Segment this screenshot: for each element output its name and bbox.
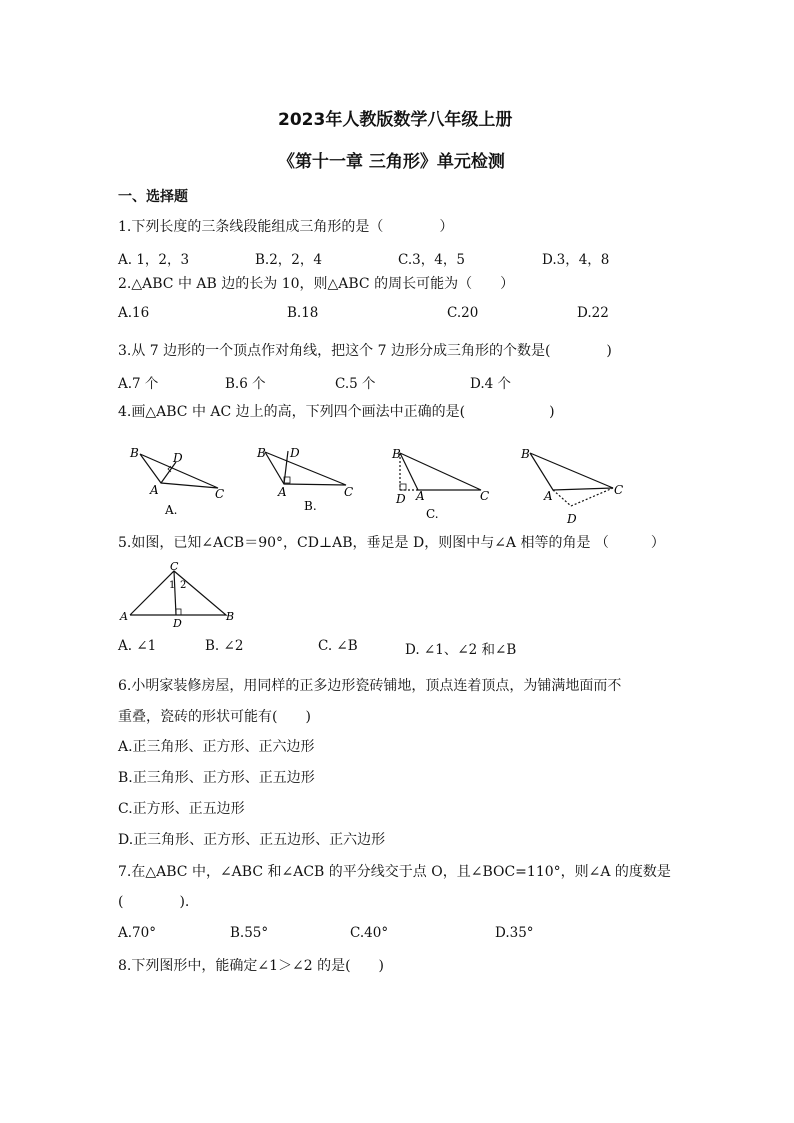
question-7-line-1: 7.在△ABC 中，∠ABC 和∠ACB 的平分线交于点 O，且∠BOC=110°，则∠A 的度数是 <box>118 864 671 880</box>
q4b-label-b: B <box>257 446 266 460</box>
q4-figure-b <box>265 451 346 485</box>
q2-option-c: C.20 <box>447 305 479 321</box>
q4a-label-b: B <box>130 446 139 460</box>
title-line-2: 《第十一章 三角形》单元检测 <box>278 152 505 172</box>
q1-option-a: A. 1，2，3 <box>118 252 190 268</box>
q4a-label-d: D <box>173 451 183 465</box>
question-5: 5.如图，已知∠ACB＝90°，CD⊥AB，垂足是 D，则图中与∠A 相等的角是 （ ） <box>118 535 665 551</box>
q4c-label-a: A <box>416 489 425 503</box>
q4c-label-b: B <box>392 447 401 461</box>
question-3: 3.从 7 边形的一个顶点作对角线，把这个 7 边形分成三角形的个数是( ) <box>118 343 612 359</box>
q4c-label-d: D <box>396 492 406 506</box>
q4c-caption: C. <box>426 507 439 521</box>
q5-label-2: 2 <box>180 580 187 591</box>
q4b-caption: B. <box>304 499 317 513</box>
q4d-label-c: C <box>614 483 624 497</box>
q6-option-a: A.正三角形、正方形、正六边形 <box>118 739 315 755</box>
title-line-1: 2023年人教版数学八年级上册 <box>278 110 513 130</box>
q6-option-d: D.正三角形、正方形、正五边形、正六边形 <box>118 832 386 848</box>
q5-label-a: A <box>120 610 128 623</box>
question-2: 2.△ABC 中 AB 边的长为 10，则△ABC 的周长可能为（ ） <box>118 276 515 292</box>
q5-option-d: D. ∠1、∠2 和∠B <box>405 642 517 658</box>
q5-label-1: 1 <box>169 580 176 591</box>
q2-option-a: A.16 <box>118 305 150 321</box>
question-8: 8.下列图形中，能确定∠1＞∠2 的是( ) <box>118 958 385 974</box>
q4a-caption: A. <box>165 503 178 517</box>
section-heading: 一、选择题 <box>118 189 188 205</box>
q4b-label-a: A <box>278 485 287 499</box>
q4-figure-d <box>530 453 613 506</box>
q4b-label-d: D <box>290 446 300 460</box>
q5-label-b: B <box>226 610 235 623</box>
q4c-label-c: C <box>480 489 490 503</box>
q5-label-c: C <box>170 560 179 573</box>
q3-option-d: D.4 个 <box>470 376 512 392</box>
q3-option-a: A.7 个 <box>118 376 159 392</box>
q4-figures <box>118 432 638 527</box>
q5-label-d: D <box>173 617 182 628</box>
question-4: 4.画△ABC 中 AC 边上的高，下列四个画法中正确的是( ) <box>118 404 555 420</box>
q4d-label-b: B <box>521 447 530 461</box>
q2-option-b: B.18 <box>287 305 319 321</box>
q5-figure <box>118 560 248 628</box>
q2-option-d: D.22 <box>577 305 609 321</box>
q4-figure-c <box>400 453 481 490</box>
q1-option-c: C.3，4，5 <box>398 252 465 268</box>
q1-option-b: B.2，2，4 <box>255 252 322 268</box>
q3-option-c: C.5 个 <box>335 376 376 392</box>
question-1: 1.下列长度的三条线段能组成三角形的是（ ） <box>118 219 454 235</box>
q4b-label-c: C <box>344 485 354 499</box>
q7-option-d: D.35° <box>495 925 534 941</box>
q6-option-c: C.正方形、正五边形 <box>118 801 245 817</box>
q4a-label-a: A <box>150 483 159 497</box>
question-7-line-2: ( ). <box>118 894 190 910</box>
question-6-line-2: 重叠，瓷砖的形状可能有( ) <box>118 709 311 725</box>
q5-option-b: B. ∠2 <box>205 638 244 654</box>
q4d-label-a: A <box>544 489 553 503</box>
q5-option-c: C. ∠B <box>318 638 358 654</box>
question-6-line-1: 6.小明家装修房屋，用同样的正多边形瓷砖铺地，顶点连着顶点，为铺满地面而不 <box>118 678 622 694</box>
q6-option-b: B.正三角形、正方形、正五边形 <box>118 770 315 786</box>
q7-option-a: A.70° <box>118 925 156 941</box>
q5-option-a: A. ∠1 <box>118 638 157 654</box>
q4d-label-d: D <box>567 512 577 526</box>
q3-option-b: B.6 个 <box>225 376 266 392</box>
q7-option-c: C.40° <box>350 925 389 941</box>
q4a-label-c: C <box>215 487 225 501</box>
q7-option-b: B.55° <box>230 925 269 941</box>
q1-option-d: D.3，4，8 <box>542 252 610 268</box>
